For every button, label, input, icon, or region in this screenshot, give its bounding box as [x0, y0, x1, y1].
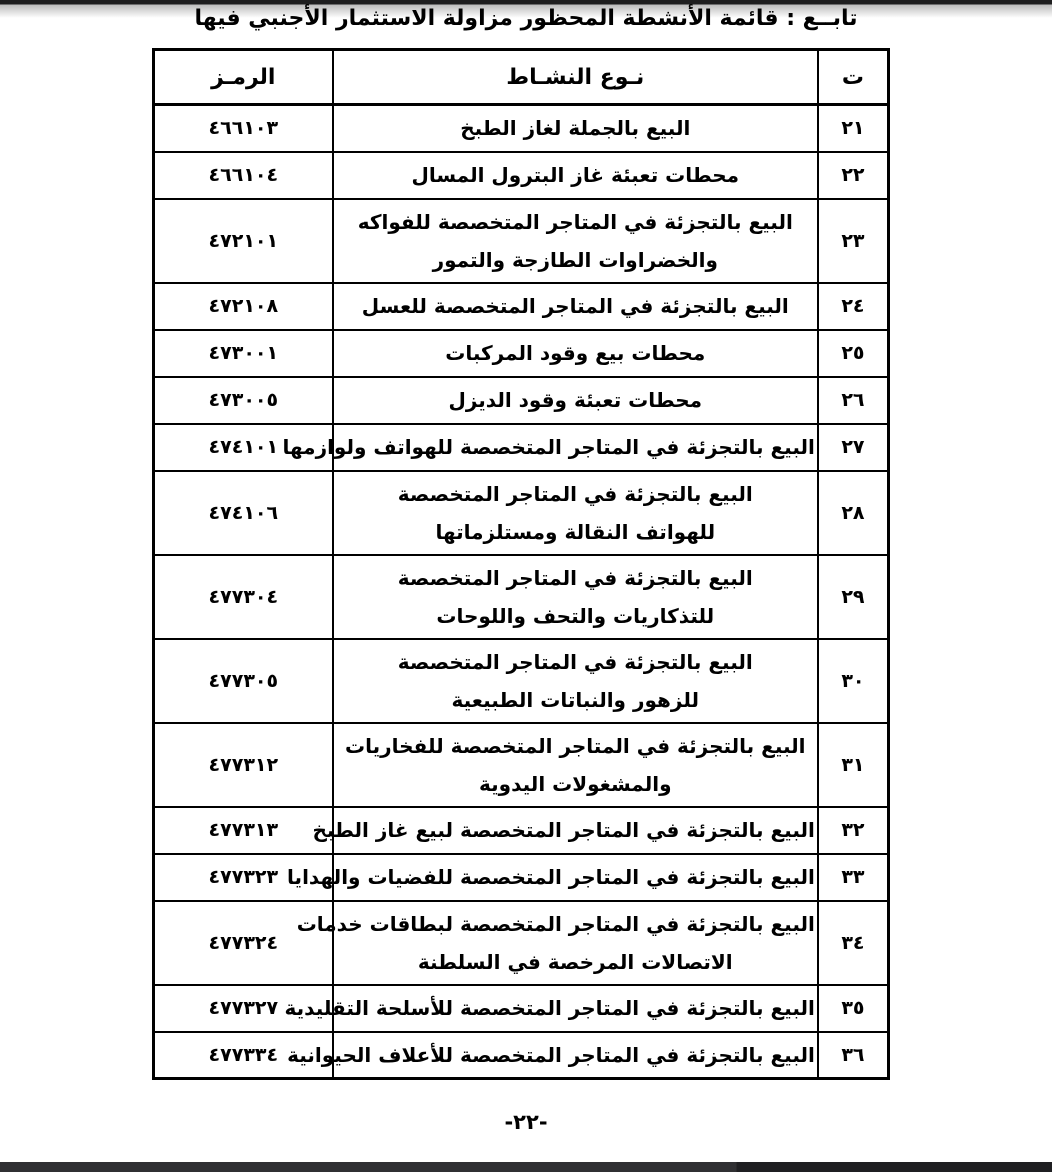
activity-cell: محطات تعبئة غاز البترول المسال — [333, 152, 818, 199]
code-cell: ٤٧٧٣٠٤ — [154, 555, 333, 639]
table-row — [154, 377, 889, 424]
activity-cell: البيع بالتجزئة في المتاجر المتخصصة للأعلاف الحيوانية — [333, 1032, 818, 1079]
header-activity-type: نـوع النشـاط — [333, 50, 818, 105]
code-cell: ٤٧٧٣١٢ — [154, 723, 333, 807]
row-index-cell: ٣١ — [818, 723, 889, 807]
activity-cell: محطات بيع وقود المركبات — [333, 330, 818, 377]
code-cell: ٤٧٣٠٠٥ — [154, 377, 333, 424]
code-cell: ٤٧٣٠٠١ — [154, 330, 333, 377]
table-header-row — [154, 50, 889, 105]
header-code: الرمـز — [154, 50, 333, 105]
activity-cell: البيع بالتجزئة في المتاجر المتخصصة للفضيات والهدايا — [333, 854, 818, 901]
table-row — [154, 1032, 889, 1079]
table-row — [154, 330, 889, 377]
table-row — [154, 555, 889, 639]
row-index-cell: ٢٢ — [818, 152, 889, 199]
code-cell: ٤٧٧٣٢٣ — [154, 854, 333, 901]
row-index-cell: ٣٢ — [818, 807, 889, 854]
activity-cell: محطات تعبئة وقود الديزل — [333, 377, 818, 424]
activity-cell: البيع بالتجزئة في المتاجر المتخصصة للزهور والنباتات الطبيعية — [333, 639, 818, 723]
code-cell: ٤٧٤١٠١ — [154, 424, 333, 471]
activity-cell: البيع بالتجزئة في المتاجر المتخصصة للعسل — [333, 283, 818, 330]
row-index-cell: ٢١ — [818, 105, 889, 152]
activity-cell: البيع بالتجزئة في المتاجر المتخصصة للأسلحة التقليدية — [333, 985, 818, 1032]
code-cell: ٤٧٧٣٠٥ — [154, 639, 333, 723]
table-row — [154, 854, 889, 901]
row-index-cell: ٣٥ — [818, 985, 889, 1032]
code-cell: ٤٦٦١٠٣ — [154, 105, 333, 152]
row-index-cell: ٢٧ — [818, 424, 889, 471]
code-cell: ٤٧٢١٠١ — [154, 199, 333, 283]
row-index-cell: ٢٥ — [818, 330, 889, 377]
table-row — [154, 985, 889, 1032]
row-index-cell: ٣٦ — [818, 1032, 889, 1079]
prohibited-activities-table — [152, 48, 890, 1080]
row-index-cell: ٢٣ — [818, 199, 889, 283]
code-cell: ٤٧٤١٠٦ — [154, 471, 333, 555]
table-row — [154, 424, 889, 471]
row-index-cell: ٣٠ — [818, 639, 889, 723]
row-index-cell: ٣٣ — [818, 854, 889, 901]
row-index-cell: ٢٤ — [818, 283, 889, 330]
activity-cell: البيع بالتجزئة في المتاجر المتخصصة للهواتف ولوازمها — [333, 424, 818, 471]
row-index-cell: ٢٦ — [818, 377, 889, 424]
row-index-cell: ٢٨ — [818, 471, 889, 555]
table-row — [154, 639, 889, 723]
code-cell: ٤٧٧٣٣٤ — [154, 1032, 333, 1079]
activity-cell: البيع بالتجزئة في المتاجر المتخصصة للهواتف النقالة ومستلزماتها — [333, 471, 818, 555]
activity-cell: البيع بالتجزئة في المتاجر المتخصصة لبطاقات خدمات الاتصالات المرخصة في السلطنة — [333, 901, 818, 985]
code-cell: ٤٧٧٣٢٤ — [154, 901, 333, 985]
table-row — [154, 199, 889, 283]
page-number: -٢٢- — [504, 1110, 548, 1134]
page-bottom-edge — [0, 1162, 1052, 1172]
activity-cell: البيع بالتجزئة في المتاجر المتخصصة للفخاريات والمشغولات اليدوية — [333, 723, 818, 807]
page-title: تابــع : قائمة الأنشطة المحظور مزاولة الاستثمار الأجنبي فيها — [194, 6, 858, 31]
row-index-cell: ٢٩ — [818, 555, 889, 639]
table-row — [154, 723, 889, 807]
header-index-column: ت — [818, 50, 889, 105]
table-row — [154, 152, 889, 199]
table-row — [154, 283, 889, 330]
code-cell: ٤٧٢١٠٨ — [154, 283, 333, 330]
row-index-cell: ٣٤ — [818, 901, 889, 985]
activity-cell: البيع بالتجزئة في المتاجر المتخصصة لبيع غاز الطبخ — [333, 807, 818, 854]
table-row — [154, 105, 889, 152]
activity-cell: البيع بالجملة لغاز الطبخ — [333, 105, 818, 152]
table-row — [154, 807, 889, 854]
code-cell: ٤٦٦١٠٤ — [154, 152, 333, 199]
activity-cell: البيع بالتجزئة في المتاجر المتخصصة للتذكاريات والتحف واللوحات — [333, 555, 818, 639]
code-cell: ٤٧٧٣٢٧ — [154, 985, 333, 1032]
table-body — [154, 105, 889, 1079]
table-row — [154, 471, 889, 555]
activity-cell: البيع بالتجزئة في المتاجر المتخصصة للفواكه والخضراوات الطازجة والتمور — [333, 199, 818, 283]
code-cell: ٤٧٧٣١٣ — [154, 807, 333, 854]
table-row — [154, 901, 889, 985]
